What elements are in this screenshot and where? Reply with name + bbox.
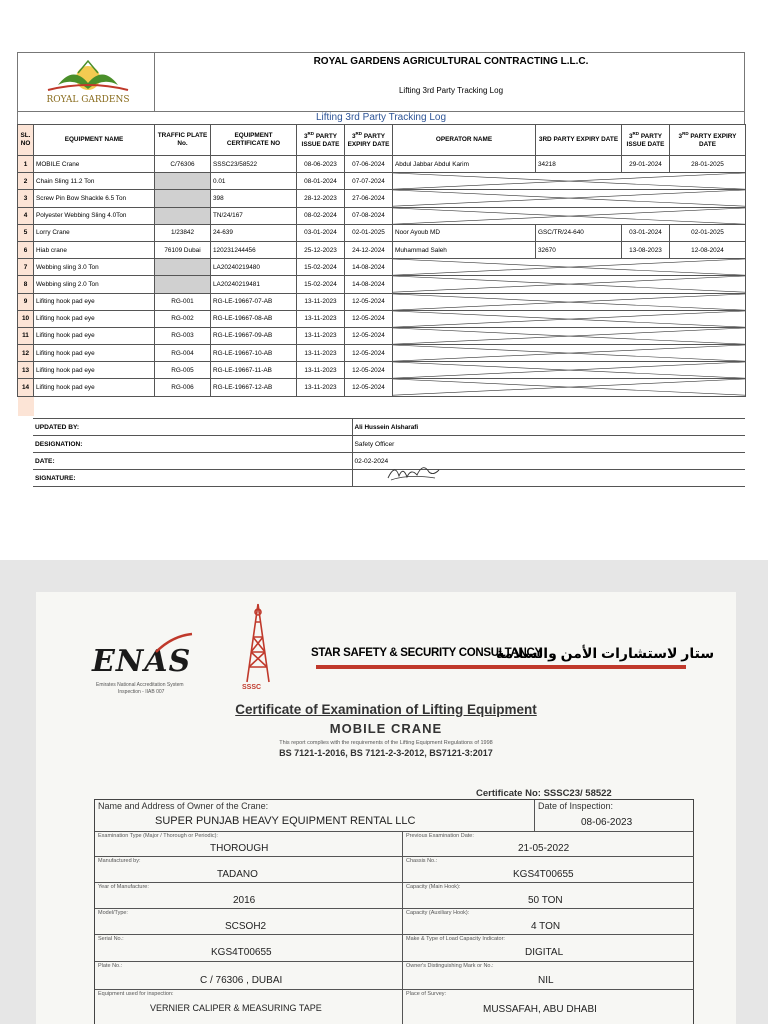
row-issue: 08-02-2024: [297, 207, 345, 224]
row-plate: 76109 Dubai: [155, 241, 211, 258]
col-op-exp2: 3RD PARTY EXPIRY DATE: [670, 125, 746, 156]
row-sl: 7: [18, 259, 34, 276]
plate-value: C / 76306 , DUBAI: [200, 975, 283, 986]
row-not-applicable-cross: [393, 276, 746, 293]
row-expiry: 14-08-2024: [345, 276, 393, 293]
row-plate: [155, 207, 211, 224]
table-row: [18, 362, 746, 379]
certificate-scan: [0, 560, 768, 1024]
row-equipment: Lifiting hook pad eye: [34, 327, 155, 344]
row-plate: [155, 173, 211, 190]
designation-value: Safety Officer: [352, 436, 745, 453]
log-title: Lifting 3rd Party Tracking Log: [398, 86, 504, 95]
table-row: [18, 293, 746, 310]
row-issue: 13-11-2023: [297, 362, 345, 379]
prev-exam-cell: Previous Examination Date: 21-05-2022: [403, 832, 694, 857]
row-issue: 13-11-2023: [297, 310, 345, 327]
col-op-expiry: 3RD PARTY EXPIRY DATE: [536, 125, 622, 156]
plate-cell: Plate No.: C / 76306 , DUBAI: [95, 962, 403, 990]
row-not-applicable-cross: [393, 327, 746, 344]
row-cert: TN/24/167: [211, 207, 297, 224]
survey-cell: Place of Survey: MUSSAFAH, ABU DHABI: [406, 991, 597, 1015]
logo-text: ROYAL GARDENS: [46, 95, 130, 105]
row-not-applicable-cross: [393, 310, 746, 327]
row-operator: Noor Ayoub MD: [393, 224, 536, 241]
owner-value: SUPER PUNJAB HEAVY EQUIPMENT RENTAL LLC: [155, 815, 416, 827]
col-op-issue: 3RD PARTY ISSUE DATE: [622, 125, 670, 156]
row-plate: RG-005: [155, 362, 211, 379]
enas-logo: ENAS: [92, 644, 192, 679]
row-cert: RG-LE-19667-08-AB: [211, 310, 297, 327]
row-issue: 25-12-2023: [297, 241, 345, 258]
row-issue: 13-11-2023: [297, 379, 345, 396]
row-expiry: 27-06-2024: [345, 190, 393, 207]
row-sl: 9: [18, 293, 34, 310]
doi-cell: [535, 800, 694, 832]
row-equipment: Screw Pin Bow Shackle 6.5 Ton: [34, 190, 155, 207]
col-plate: TRAFFIC PLATE No.: [155, 125, 211, 156]
row-equipment: Webbing sling 2.0 Ton: [34, 276, 155, 293]
table-row: [18, 327, 746, 344]
row-sl: 8: [18, 276, 34, 293]
row-expiry: 07-08-2024: [345, 207, 393, 224]
row-expiry: 07-06-2024: [345, 156, 393, 173]
designation-label: DESIGNATION:: [33, 436, 352, 453]
row-operator: Muhammad Saleh: [393, 241, 536, 258]
row-sl: 4: [18, 207, 34, 224]
row-cert: RG-LE-19667-07-AB: [211, 293, 297, 310]
row-equipment: MOBILE Crane: [34, 156, 155, 173]
table-row: [18, 276, 746, 293]
row-cert: 0.01: [211, 173, 297, 190]
col-expiry: 3RD PARTY EXPIRY DATE: [345, 125, 393, 156]
manufacturer-cell: Manufactured by: TADANO: [95, 857, 403, 883]
tracking-table: [17, 124, 746, 416]
year-value: 2016: [233, 895, 256, 906]
row-sl: 14: [18, 379, 34, 396]
row-sl: 2: [18, 173, 34, 190]
row-op-cert: GSC/TR/24-640: [536, 224, 622, 241]
row-plate: RG-002: [155, 310, 211, 327]
cap-main-value: 50 TON: [528, 895, 563, 906]
row-cert: LA20240219481: [211, 276, 297, 293]
table-row: [18, 156, 746, 173]
row-op-cert: 34218: [536, 156, 622, 173]
certificate-number: Certificate No: SSSC23/ 58522: [476, 788, 612, 799]
row-sl: 13: [18, 362, 34, 379]
year-cell: Year of Manufacture: 2016: [95, 883, 403, 909]
row-operator: Abdul Jabbar Abdul Karim: [393, 156, 536, 173]
row-op-expiry: 02-01-2025: [670, 224, 746, 241]
row-plate: RG-006: [155, 379, 211, 396]
signature-icon: [383, 458, 443, 484]
row-issue: 13-11-2023: [297, 327, 345, 344]
col-equipment: EQUIPMENT NAME: [34, 125, 155, 156]
row-issue: 28-12-2023: [297, 190, 345, 207]
row-not-applicable-cross: [393, 293, 746, 310]
table-row: [18, 241, 746, 258]
row-cert: LA20240219480: [211, 259, 297, 276]
sssc-label: SSSC: [242, 684, 262, 691]
survey-value: MUSSAFAH, ABU DHABI: [483, 1004, 597, 1015]
row-sl: 6: [18, 241, 34, 258]
table-row: [18, 224, 746, 241]
date-value: 02-02-2024: [352, 453, 745, 470]
log-header: [17, 52, 745, 112]
row-equipment: Lifiting hook pad eye: [34, 379, 155, 396]
row-sl: 3: [18, 190, 34, 207]
log-subtitle: Lifting 3rd Party Tracking Log: [17, 111, 745, 124]
row-plate: [155, 259, 211, 276]
row-plate: 1/23842: [155, 224, 211, 241]
row-issue: 03-01-2024: [297, 224, 345, 241]
row-equipment: Lifiting hook pad eye: [34, 310, 155, 327]
certificate-paper: [36, 592, 736, 1024]
table-row: [18, 310, 746, 327]
table-row: [18, 379, 746, 396]
row-equipment: Lifiting hook pad eye: [34, 345, 155, 362]
row-equipment: Lorry Crane: [34, 224, 155, 241]
row-expiry: 02-01-2025: [345, 224, 393, 241]
row-issue: 13-11-2023: [297, 345, 345, 362]
row-expiry: 12-05-2024: [345, 379, 393, 396]
cap-main-cell: Capacity (Main Hook): 50 TON: [403, 883, 694, 909]
row-op-cert: 32670: [536, 241, 622, 258]
row-expiry: 24-12-2024: [345, 241, 393, 258]
row-issue: 08-06-2023: [297, 156, 345, 173]
row-op-expiry: 28-01-2025: [670, 156, 746, 173]
exam-type-value: THOROUGH: [210, 843, 269, 854]
table-row: [18, 190, 746, 207]
row-sl: 10: [18, 310, 34, 327]
row-not-applicable-cross: [393, 345, 746, 362]
row-cert: 24-639: [211, 224, 297, 241]
row-sl: 12: [18, 345, 34, 362]
row-issue: 15-02-2024: [297, 276, 345, 293]
lci-value: DIGITAL: [525, 947, 564, 958]
updated-by-label: UPDATED BY:: [33, 419, 352, 436]
equipment-used-cell: Equipment used for inspection: VERNIER CALIPER & MEASURING TAPE: [95, 990, 403, 1024]
row-issue: 15-02-2024: [297, 259, 345, 276]
row-cert: 398: [211, 190, 297, 207]
row-cert: 120231244456: [211, 241, 297, 258]
model-value: SCSOH2: [225, 921, 267, 932]
chassis-value: KGS4T00655: [513, 869, 574, 880]
header-divider: [316, 665, 686, 669]
row-sl: 11: [18, 327, 34, 344]
row-expiry: 12-05-2024: [345, 362, 393, 379]
row-plate: [155, 190, 211, 207]
row-cert: RG-LE-19667-09-AB: [211, 327, 297, 344]
cap-aux-value: 4 TON: [531, 921, 561, 932]
row-not-applicable-cross: [393, 207, 746, 224]
company-name: ROYAL GARDENS AGRICULTURAL CONTRACTING L.L.C.: [313, 56, 589, 67]
doi-label: Date of Inspection:: [538, 801, 614, 811]
row-sl: 1: [18, 156, 34, 173]
table-row: [18, 345, 746, 362]
owner-label: Name and Address of Owner of the Crane:: [98, 801, 269, 811]
equipment-used-value: VERNIER CALIPER & MEASURING TAPE: [150, 1003, 322, 1013]
row-equipment: Chain Sling 11.2 Ton: [34, 173, 155, 190]
row-cert: RG-LE-19667-12-AB: [211, 379, 297, 396]
compliance-note: This report complies with the requirements of the Lifting Equipment Regulations of 1998: [279, 740, 493, 746]
table-pad-row: [18, 396, 746, 416]
row-plate: RG-001: [155, 293, 211, 310]
row-expiry: 12-05-2024: [345, 345, 393, 362]
row-op-issue: 13-08-2023: [622, 241, 670, 258]
certificate-subject: MOBILE CRANE: [329, 721, 443, 736]
signature-label: SIGNATURE:: [33, 470, 352, 487]
col-operator: OPERATOR NAME: [393, 125, 536, 156]
royal-gardens-logo: [18, 53, 155, 111]
enas-subtitle-2: Inspection - IIAB 007: [118, 689, 165, 695]
consultancy-arabic: ستار لاستشارات الأمن والسلامة: [496, 645, 715, 661]
row-plate: RG-003: [155, 327, 211, 344]
row-plate: [155, 276, 211, 293]
prev-exam-value: 21-05-2022: [518, 843, 570, 854]
row-cert: SSSC23/58522: [211, 156, 297, 173]
exam-type-cell: Examination Type (Major / Thorough or Periodic): THOROUGH: [95, 832, 403, 857]
row-issue: 08-01-2024: [297, 173, 345, 190]
doi-value: 08-06-2023: [581, 817, 633, 828]
consultancy-name: STAR SAFETY & SECURITY CONSULTANCY: [311, 647, 542, 659]
cap-aux-cell: Capacity (Auxiliary Hook): 4 TON: [403, 909, 694, 935]
col-issue: 3RD PARTY ISSUE DATE: [297, 125, 345, 156]
row-plate: RG-004: [155, 345, 211, 362]
enas-subtitle: Emirates National Accreditation System: [96, 682, 184, 688]
table-row: [18, 173, 746, 190]
chassis-cell: Chassis No.: KGS4T00655: [403, 857, 694, 883]
serial-cell: Serial No.: KGS4T00655: [95, 935, 403, 962]
row-not-applicable-cross: [393, 259, 746, 276]
mark-cell: Owner's Distinguishing Mark or No.: NIL: [403, 962, 694, 990]
row-plate: C/76306: [155, 156, 211, 173]
row-issue: 13-11-2023: [297, 293, 345, 310]
row-expiry: 12-05-2024: [345, 310, 393, 327]
date-label: DATE:: [33, 453, 352, 470]
row-op-expiry: 12-08-2024: [670, 241, 746, 258]
row-cert: RG-LE-19667-10-AB: [211, 345, 297, 362]
col-cert: EQUIPMENT CERTIFICATE NO: [211, 125, 297, 156]
row-op-issue: 03-01-2024: [622, 224, 670, 241]
table-row: [18, 207, 746, 224]
row-equipment: Lifiting hook pad eye: [34, 293, 155, 310]
row-equipment: Hiab crane: [34, 241, 155, 258]
table-row: [18, 259, 746, 276]
serial-value: KGS4T00655: [211, 947, 272, 958]
row-not-applicable-cross: [393, 362, 746, 379]
row-sl: 5: [18, 224, 34, 241]
row-equipment: Webbing sling 3.0 Ton: [34, 259, 155, 276]
lci-cell: Make & Type of Load Capacity Indicator: DIGITAL: [403, 935, 694, 962]
owner-cell: [95, 800, 535, 832]
enas-swoosh-icon: [154, 632, 194, 654]
certificate-title: Certificate of Examination of Lifting Equipment: [235, 702, 537, 717]
certificate-details-grid: [94, 799, 694, 1024]
row-expiry: 14-08-2024: [345, 259, 393, 276]
row-not-applicable-cross: [393, 190, 746, 207]
row-op-issue: 29-01-2024: [622, 156, 670, 173]
row-not-applicable-cross: [393, 173, 746, 190]
col-sl: SL. NO: [18, 125, 34, 156]
row-equipment: Lifiting hook pad eye: [34, 362, 155, 379]
row-expiry: 12-05-2024: [345, 293, 393, 310]
row-expiry: 07-07-2024: [345, 173, 393, 190]
standards-list: BS 7121-1-2016, BS 7121-2-3-2012, BS7121-3:2017: [279, 748, 493, 758]
row-not-applicable-cross: [393, 379, 746, 396]
oil-tower-icon: [241, 602, 275, 684]
row-cert: RG-LE-19667-11-AB: [211, 362, 297, 379]
model-cell: Model/Type: SCSOH2: [95, 909, 403, 935]
row-equipment: Polyester Webbing Sling 4.0Ton: [34, 207, 155, 224]
updated-by-value: Ali Hussein Alsharafi: [352, 419, 745, 436]
manufacturer-value: TADANO: [217, 869, 258, 880]
row-expiry: 12-05-2024: [345, 327, 393, 344]
mark-value: NIL: [538, 975, 554, 986]
